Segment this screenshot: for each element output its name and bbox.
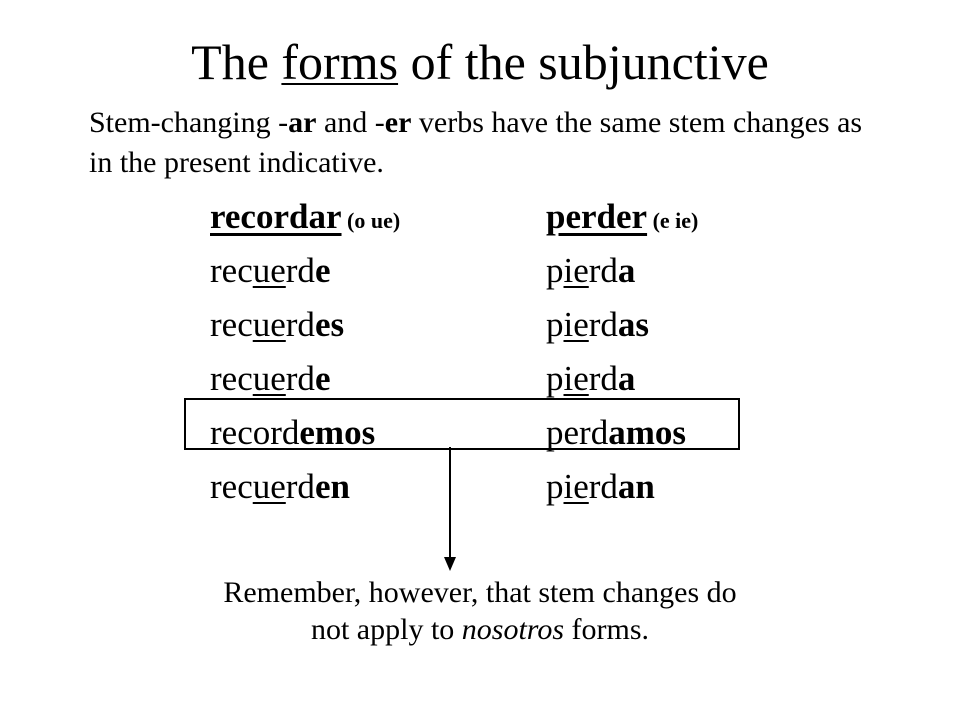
intro-ar-ending: ar [288,106,317,139]
perder-header [546,190,698,244]
nosotros-italic: nosotros [461,613,565,646]
title-prefix: The [191,34,282,90]
recordar-form-el: recuerde [210,359,331,398]
recordar-stem-change: (o ue) [341,208,401,233]
perder-form-ellos: pierdan [546,467,655,506]
perder-form-nosotros: perdamos [546,413,686,452]
perder-infinitive: perder [546,197,648,236]
remember-line-1: Remember, however, that stem changes do [223,576,737,609]
page-title [0,32,960,92]
recordar-infinitive: recordar [210,197,342,236]
recordar-column [210,190,400,514]
intro-text [89,103,869,183]
down-arrow-icon [435,447,465,572]
remember-note [0,574,960,648]
title-suffix: of the subjunctive [398,34,769,90]
recordar-form-nosotros: recordemos [210,413,376,452]
perder-form-yo: pierda [546,251,636,290]
perder-form-el: pierda [546,359,636,398]
intro-part-3: verbs have the same stem changes as in the present indicative. [89,106,863,179]
intro-part-1: Stem-changing - [89,106,289,139]
title-underlined-word: forms [281,34,399,90]
recordar-form-yo: recuerde [210,251,331,290]
perder-stem-change: (e ie) [647,208,699,233]
intro-er-ending: er [384,106,412,139]
perder-column [546,190,698,514]
recordar-form-tu: recuerdes [210,305,345,344]
recordar-header [210,190,400,244]
remember-line-2: not apply to nosotros forms. [310,613,650,646]
recordar-form-ellos: recuerden [210,467,350,506]
perder-form-tu: pierdas [546,305,650,344]
intro-part-2: and - [316,106,385,139]
nosotros-highlight-box [184,398,740,450]
